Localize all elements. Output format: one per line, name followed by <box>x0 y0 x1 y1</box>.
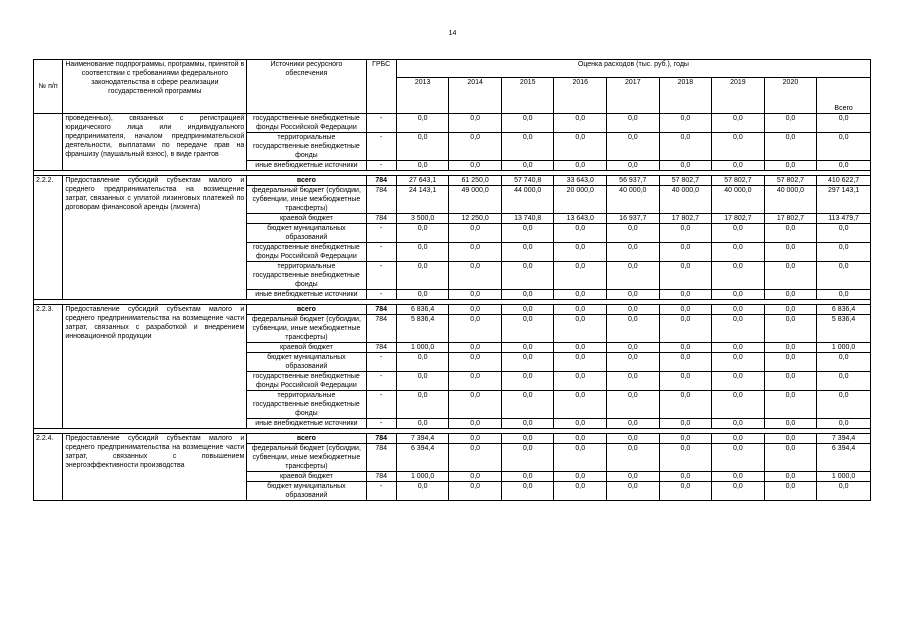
total-value: 0,0 <box>817 482 871 501</box>
year-value: 3 500,0 <box>396 214 449 224</box>
year-value: 0,0 <box>501 133 554 161</box>
funding-source: государственные внебюджетные фонды Российской Федерации <box>247 114 366 133</box>
total-value: 1 000,0 <box>817 472 871 482</box>
year-value: 0,0 <box>712 224 765 243</box>
year-value: 0,0 <box>607 419 660 429</box>
item-number: 2.2.2. <box>34 176 63 300</box>
year-value: 0,0 <box>764 434 817 444</box>
year-value: 27 643,1 <box>396 176 449 186</box>
year-value: 0,0 <box>607 290 660 300</box>
year-value: 57 802,7 <box>659 176 712 186</box>
year-value: 6 394,4 <box>396 444 449 472</box>
year-value: 17 802,7 <box>659 214 712 224</box>
year-value: 0,0 <box>607 434 660 444</box>
year-value: 0,0 <box>396 391 449 419</box>
year-value: 0,0 <box>449 444 502 472</box>
year-value: 24 143,1 <box>396 186 449 214</box>
year-value: 0,0 <box>554 343 607 353</box>
year-value: 57 802,7 <box>712 176 765 186</box>
header-year: 2020 <box>764 78 817 114</box>
total-value: 0,0 <box>817 353 871 372</box>
year-value: 0,0 <box>659 133 712 161</box>
year-value: 0,0 <box>764 262 817 290</box>
year-value: 0,0 <box>712 161 765 171</box>
year-value: 0,0 <box>607 444 660 472</box>
header-year: 2019 <box>712 78 765 114</box>
year-value: 0,0 <box>607 315 660 343</box>
table-row <box>34 305 871 315</box>
year-value: 0,0 <box>501 482 554 501</box>
year-value: 0,0 <box>764 482 817 501</box>
header-year: 2015 <box>501 78 554 114</box>
total-value: 0,0 <box>817 224 871 243</box>
year-value: 0,0 <box>554 472 607 482</box>
year-value: 0,0 <box>396 353 449 372</box>
year-value: 40 000,0 <box>659 186 712 214</box>
table-row <box>34 176 871 186</box>
item-name: проведенных), связанных с регистрацией юридического лица или индивидуального предпринимателя, началом предпринимательской деятельности, выплатами по передаче прав на франшизу (паушальный взнос), в виде грантов <box>63 114 247 171</box>
year-value: 0,0 <box>712 472 765 482</box>
year-value: 17 802,7 <box>764 214 817 224</box>
year-value: 0,0 <box>659 224 712 243</box>
year-value: 0,0 <box>659 290 712 300</box>
grbs-code: 784 <box>366 434 396 444</box>
year-value: 0,0 <box>712 243 765 262</box>
year-value: 0,0 <box>449 305 502 315</box>
year-value: 0,0 <box>712 444 765 472</box>
grbs-code: - <box>366 262 396 290</box>
total-value: 0,0 <box>817 391 871 419</box>
year-value: 0,0 <box>659 482 712 501</box>
year-value: 0,0 <box>764 472 817 482</box>
year-value: 0,0 <box>659 472 712 482</box>
year-value: 0,0 <box>554 305 607 315</box>
funding-source: краевой бюджет <box>247 343 366 353</box>
year-value: 0,0 <box>501 343 554 353</box>
year-value: 0,0 <box>501 161 554 171</box>
grbs-code: - <box>366 133 396 161</box>
grbs-code: - <box>366 372 396 391</box>
year-value: 0,0 <box>449 472 502 482</box>
year-value: 0,0 <box>607 262 660 290</box>
funding-source: иные внебюджетные источники <box>247 161 366 171</box>
year-value: 0,0 <box>449 343 502 353</box>
year-value: 0,0 <box>501 305 554 315</box>
year-value: 0,0 <box>659 114 712 133</box>
header-year: 2014 <box>449 78 502 114</box>
year-value: 0,0 <box>712 434 765 444</box>
page-number: 14 <box>448 30 457 37</box>
funding-source: территориальные государственные внебюджетные фонды <box>247 133 366 161</box>
year-value: 0,0 <box>712 305 765 315</box>
year-value: 0,0 <box>501 419 554 429</box>
year-value: 0,0 <box>712 133 765 161</box>
year-value: 0,0 <box>764 419 817 429</box>
year-value: 0,0 <box>554 353 607 372</box>
year-value: 0,0 <box>659 444 712 472</box>
year-value: 0,0 <box>607 353 660 372</box>
year-value: 0,0 <box>501 262 554 290</box>
year-value: 0,0 <box>607 472 660 482</box>
year-value: 0,0 <box>764 305 817 315</box>
year-value: 0,0 <box>396 133 449 161</box>
total-value: 7 394,4 <box>817 434 871 444</box>
funding-source: краевой бюджет <box>247 472 366 482</box>
year-value: 1 000,0 <box>396 472 449 482</box>
year-value: 0,0 <box>712 391 765 419</box>
year-value: 57 802,7 <box>764 176 817 186</box>
funding-source: территориальные государственные внебюджетные фонды <box>247 391 366 419</box>
year-value: 0,0 <box>554 290 607 300</box>
year-value: 0,0 <box>554 262 607 290</box>
year-value: 61 250,0 <box>449 176 502 186</box>
grbs-code: - <box>366 243 396 262</box>
year-value: 0,0 <box>449 353 502 372</box>
year-value: 13 643,0 <box>554 214 607 224</box>
year-value: 13 740,8 <box>501 214 554 224</box>
header-num: № п/п <box>34 60 63 114</box>
total-value: 0,0 <box>817 161 871 171</box>
total-value: 0,0 <box>817 262 871 290</box>
header-year: 2016 <box>554 78 607 114</box>
year-value: 0,0 <box>659 262 712 290</box>
year-value: 0,0 <box>607 482 660 501</box>
year-value: 0,0 <box>607 224 660 243</box>
year-value: 16 937,7 <box>607 214 660 224</box>
year-value: 0,0 <box>712 290 765 300</box>
year-value: 40 000,0 <box>607 186 660 214</box>
year-value: 40 000,0 <box>764 186 817 214</box>
funding-source: федеральный бюджет (субсидии, субвенции, иные межбюджетные трансферты) <box>247 315 366 343</box>
year-value: 0,0 <box>712 114 765 133</box>
year-value: 0,0 <box>659 305 712 315</box>
year-value: 1 000,0 <box>396 343 449 353</box>
year-value: 0,0 <box>764 224 817 243</box>
item-name: Предоставление субсидий субъектам малого и среднего предпринимательства на возмещение затрат, связанных с уплатой лизинговых платежей по договорам финансовой аренды (лизинга) <box>63 176 247 300</box>
grbs-code: 784 <box>366 472 396 482</box>
year-value: 0,0 <box>396 161 449 171</box>
year-value: 0,0 <box>396 262 449 290</box>
item-number: 2.2.4. <box>34 434 63 501</box>
grbs-code: 784 <box>366 315 396 343</box>
year-value: 0,0 <box>659 391 712 419</box>
year-value: 0,0 <box>449 372 502 391</box>
total-value: 410 622,7 <box>817 176 871 186</box>
year-value: 0,0 <box>554 243 607 262</box>
year-value: 57 740,8 <box>501 176 554 186</box>
year-value: 0,0 <box>712 353 765 372</box>
year-value: 0,0 <box>764 353 817 372</box>
year-value: 33 643,0 <box>554 176 607 186</box>
grbs-code: 784 <box>366 343 396 353</box>
grbs-code: - <box>366 419 396 429</box>
year-value: 0,0 <box>449 224 502 243</box>
year-value: 0,0 <box>449 262 502 290</box>
year-value: 0,0 <box>712 419 765 429</box>
budget-table <box>33 59 871 501</box>
total-value: 1 000,0 <box>817 343 871 353</box>
year-value: 0,0 <box>554 315 607 343</box>
year-value: 0,0 <box>607 343 660 353</box>
grbs-code: 784 <box>366 186 396 214</box>
funding-source: всего <box>247 305 366 315</box>
year-value: 0,0 <box>607 133 660 161</box>
year-value: 0,0 <box>554 482 607 501</box>
item-number <box>34 114 63 171</box>
total-value: 0,0 <box>817 290 871 300</box>
year-value: 0,0 <box>501 224 554 243</box>
year-value: 0,0 <box>659 372 712 391</box>
funding-source: федеральный бюджет (субсидии, субвенции, иные межбюджетные трансферты) <box>247 444 366 472</box>
total-value: 6 394,4 <box>817 444 871 472</box>
funding-source: всего <box>247 434 366 444</box>
year-value: 40 000,0 <box>712 186 765 214</box>
year-value: 0,0 <box>501 391 554 419</box>
grbs-code: - <box>366 114 396 133</box>
year-value: 0,0 <box>554 419 607 429</box>
year-value: 0,0 <box>659 419 712 429</box>
year-value: 0,0 <box>712 343 765 353</box>
total-value: 0,0 <box>817 114 871 133</box>
funding-source: бюджет муниципальных образований <box>247 353 366 372</box>
year-value: 0,0 <box>659 434 712 444</box>
year-value: 0,0 <box>764 315 817 343</box>
year-value: 0,0 <box>501 434 554 444</box>
total-value: 0,0 <box>817 243 871 262</box>
year-value: 0,0 <box>764 133 817 161</box>
year-value: 0,0 <box>501 290 554 300</box>
year-value: 0,0 <box>449 290 502 300</box>
table-header <box>34 60 871 114</box>
year-value: 0,0 <box>501 353 554 372</box>
grbs-code: - <box>366 161 396 171</box>
year-value: 0,0 <box>396 290 449 300</box>
year-value: 0,0 <box>501 315 554 343</box>
year-value: 0,0 <box>659 343 712 353</box>
year-value: 0,0 <box>764 161 817 171</box>
header-year-total: Всего <box>817 78 871 114</box>
year-value: 0,0 <box>449 434 502 444</box>
year-value: 0,0 <box>396 243 449 262</box>
year-value: 0,0 <box>449 315 502 343</box>
header-year: 2017 <box>607 78 660 114</box>
funding-source: территориальные государственные внебюджетные фонды <box>247 262 366 290</box>
year-value: 0,0 <box>501 372 554 391</box>
year-value: 49 000,0 <box>449 186 502 214</box>
grbs-code: - <box>366 353 396 372</box>
year-value: 0,0 <box>449 419 502 429</box>
header-year: 2018 <box>659 78 712 114</box>
year-value: 56 937,7 <box>607 176 660 186</box>
year-value: 0,0 <box>554 434 607 444</box>
year-value: 0,0 <box>607 243 660 262</box>
funding-source: иные внебюджетные источники <box>247 419 366 429</box>
funding-source: бюджет муниципальных образований <box>247 482 366 501</box>
item-name: Предоставление субсидий субъектам малого и среднего предпринимательства на возмещение части затрат, связанных с повышением энергоэффективности производства <box>63 434 247 501</box>
year-value: 0,0 <box>659 315 712 343</box>
header-grbs: ГРБС <box>366 60 396 114</box>
year-value: 0,0 <box>449 482 502 501</box>
grbs-code: 784 <box>366 305 396 315</box>
year-value: 0,0 <box>449 114 502 133</box>
item-number: 2.2.3. <box>34 305 63 429</box>
year-value: 0,0 <box>712 262 765 290</box>
year-value: 0,0 <box>449 133 502 161</box>
year-value: 0,0 <box>659 161 712 171</box>
header-estimate: Оценка расходов (тыс. руб.), годы <box>396 60 870 78</box>
year-value: 0,0 <box>764 391 817 419</box>
grbs-code: 784 <box>366 444 396 472</box>
year-value: 0,0 <box>764 444 817 472</box>
total-value: 0,0 <box>817 133 871 161</box>
header-name: Наименование подпрограммы, программы, принятой в соответствии с требованиями федерального законодательства в сфере реализации государственной программы <box>63 60 247 114</box>
grbs-code: - <box>366 224 396 243</box>
year-value: 0,0 <box>501 114 554 133</box>
header-year: 2013 <box>396 78 449 114</box>
year-value: 0,0 <box>396 114 449 133</box>
table-row <box>34 434 871 444</box>
year-value: 0,0 <box>764 290 817 300</box>
year-value: 0,0 <box>764 343 817 353</box>
year-value: 6 836,4 <box>396 305 449 315</box>
year-value: 0,0 <box>396 224 449 243</box>
total-value: 113 479,7 <box>817 214 871 224</box>
year-value: 0,0 <box>607 391 660 419</box>
total-value: 6 836,4 <box>817 305 871 315</box>
year-value: 0,0 <box>554 161 607 171</box>
year-value: 7 394,4 <box>396 434 449 444</box>
year-value: 0,0 <box>554 444 607 472</box>
year-value: 0,0 <box>712 372 765 391</box>
grbs-code: 784 <box>366 176 396 186</box>
year-value: 20 000,0 <box>554 186 607 214</box>
year-value: 0,0 <box>501 444 554 472</box>
year-value: 0,0 <box>396 482 449 501</box>
year-value: 0,0 <box>659 353 712 372</box>
year-value: 0,0 <box>501 243 554 262</box>
total-value: 0,0 <box>817 372 871 391</box>
year-value: 0,0 <box>607 305 660 315</box>
funding-source: всего <box>247 176 366 186</box>
year-value: 0,0 <box>607 114 660 133</box>
total-value: 5 836,4 <box>817 315 871 343</box>
funding-source: краевой бюджет <box>247 214 366 224</box>
year-value: 0,0 <box>764 114 817 133</box>
grbs-code: - <box>366 290 396 300</box>
year-value: 17 802,7 <box>712 214 765 224</box>
funding-source: федеральный бюджет (субсидии, субвенции, иные межбюджетные трансферты) <box>247 186 366 214</box>
year-value: 44 000,0 <box>501 186 554 214</box>
grbs-code: - <box>366 391 396 419</box>
header-sources: Источники ресурсного обеспечения <box>247 60 366 114</box>
year-value: 0,0 <box>554 391 607 419</box>
funding-source: иные внебюджетные источники <box>247 290 366 300</box>
year-value: 12 250,0 <box>449 214 502 224</box>
funding-source: бюджет муниципальных образований <box>247 224 366 243</box>
total-value: 0,0 <box>817 419 871 429</box>
year-value: 0,0 <box>607 372 660 391</box>
funding-source: государственные внебюджетные фонды Российской Федерации <box>247 243 366 262</box>
year-value: 0,0 <box>449 161 502 171</box>
grbs-code: 784 <box>366 214 396 224</box>
year-value: 0,0 <box>554 224 607 243</box>
year-value: 0,0 <box>712 482 765 501</box>
year-value: 0,0 <box>554 114 607 133</box>
year-value: 0,0 <box>764 243 817 262</box>
grbs-code: - <box>366 482 396 501</box>
item-name: Предоставление субсидий субъектам малого и среднего предпринимательства на возмещение части затрат, связанных с разработкой и внедрением инновационной продукции <box>63 305 247 429</box>
year-value: 0,0 <box>607 161 660 171</box>
year-value: 5 836,4 <box>396 315 449 343</box>
total-value: 297 143,1 <box>817 186 871 214</box>
year-value: 0,0 <box>554 133 607 161</box>
year-value: 0,0 <box>396 419 449 429</box>
year-value: 0,0 <box>554 372 607 391</box>
year-value: 0,0 <box>396 372 449 391</box>
year-value: 0,0 <box>712 315 765 343</box>
year-value: 0,0 <box>449 391 502 419</box>
year-value: 0,0 <box>449 243 502 262</box>
year-value: 0,0 <box>764 372 817 391</box>
year-value: 0,0 <box>659 243 712 262</box>
table-row <box>34 114 871 133</box>
funding-source: государственные внебюджетные фонды Российской Федерации <box>247 372 366 391</box>
year-value: 0,0 <box>501 472 554 482</box>
